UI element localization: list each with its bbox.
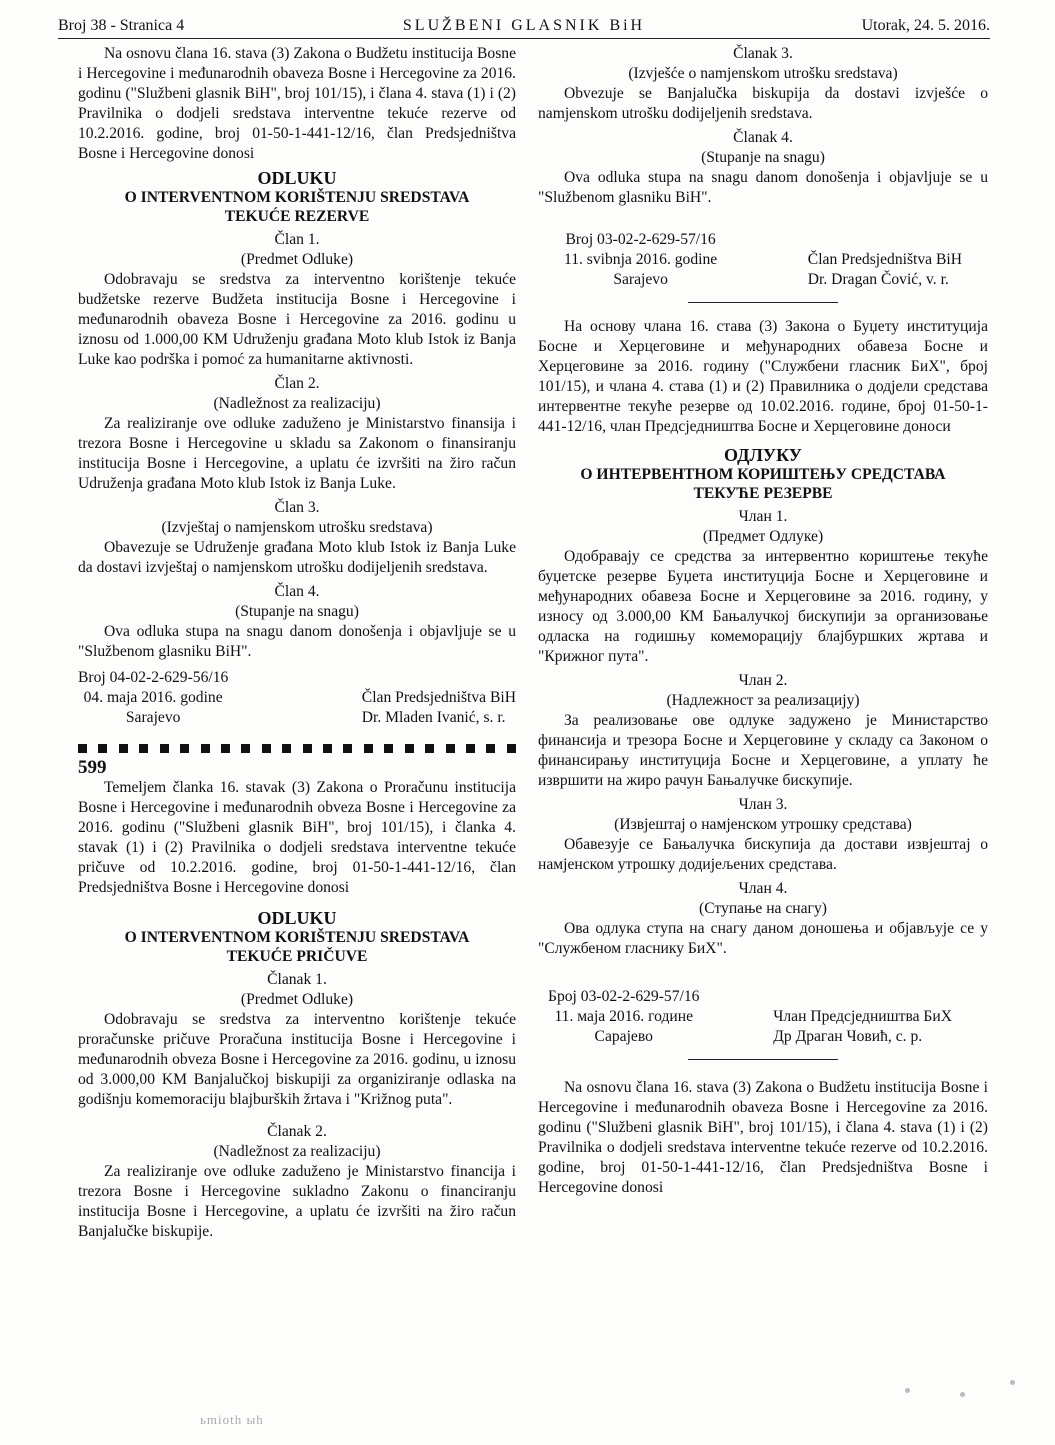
left-column <box>78 44 516 1242</box>
preamble: На основу члана 16. става (3) Закона о Буџету институција Босне и Херцеговине и међународних обавеза Босне и Херцеговине за 2016. годину ("Службени гласник БиХ", број 101/15), и члана 4. става (1) и (2) Правилника о додјели средстава интервентне текуће резерве од 10.02.2016. године, број 01-50-1-441-12/16, члан Предсједништва Босне и Херцеговине доноси <box>538 318 988 435</box>
decision-subtitle: O INTERVENTNOM KORIŠTENJU SREDSTAVA <box>124 929 470 946</box>
decision-title: ODLUKU <box>257 908 337 928</box>
separator-line <box>688 1059 838 1060</box>
page-header <box>58 12 990 39</box>
separator-line <box>688 302 838 303</box>
article-subheading: (Nadležnost za realizaciju) <box>213 395 381 412</box>
scan-speck <box>960 1392 965 1397</box>
article-text: Obvezuje se Banjalučka biskupija da dostavi izvješće o namjenskom utrošku dodijeljenih sredstava. <box>538 85 988 122</box>
signatory-name: Др Драган Човић, с. р. <box>773 1028 923 1045</box>
signature-block <box>78 668 516 728</box>
article-text: За реализовање ове одлуке задужено је Министарство финансија и трезора Босне и Херцеговине у складу са Законом о финансирању институција Босне и Херцеговине, а уплату ће извршити на жиро рачун Бањалучке бискупије. <box>538 712 988 789</box>
article-text: Obavezuje se Udruženje građana Moto klub Istok iz Banja Luke da dostavi izvještaj o namjenskom utrošku dodijeljenih sredstava. <box>78 539 516 576</box>
issue-page-number: Broj 38 - Stranica 4 <box>58 17 185 34</box>
article-heading: Члан 2. <box>738 672 788 689</box>
article-subheading: (Ступање на снагу) <box>699 900 827 917</box>
decision-subtitle: TEKUĆE PRIČUVE <box>226 948 368 965</box>
signatory-role: Члан Предсједништва БиХ <box>773 1008 952 1025</box>
issue-date: Utorak, 24. 5. 2016. <box>861 17 990 34</box>
article-heading: Члан 3. <box>738 796 788 813</box>
decision-title: ODLUKU <box>257 168 337 188</box>
decision-place: Сарајево <box>594 1028 653 1045</box>
right-column <box>538 44 988 1198</box>
decision-subtitle: О ИНТЕРВЕНТНОМ КОРИШТЕЊУ СРЕДСТАВА <box>580 466 946 483</box>
article-subheading: (Izvještaj o namjenskom utrošku sredstava) <box>161 519 433 536</box>
signatory-name: Dr. Dragan Čović, v. r. <box>807 271 949 288</box>
decision-subtitle: ТЕКУЋЕ РЕЗЕРВЕ <box>693 485 833 502</box>
decision-subtitle: TEKUĆE REZERVE <box>224 208 370 225</box>
scan-speck <box>1010 1380 1015 1385</box>
decision-number: Број 03-02-2-629-57/16 <box>548 988 700 1005</box>
article-subheading: (Izvješće o namjenskom utrošku sredstava) <box>628 65 898 82</box>
article-text: Ova odluka stupa na snagu danom donošenja i objavljuje se u "Službenom glasniku BiH". <box>78 623 516 660</box>
decision-number: Broj 04-02-2-629-56/16 <box>78 669 229 686</box>
signatory-name: Dr. Mladen Ivanić, s. r. <box>361 709 506 726</box>
decision-number: Broj 03-02-2-629-57/16 <box>565 231 716 248</box>
article-text: Одобравају се средства за интервентно кориштење текуће буџетске резерве Буџета институција Босне и Херцеговине и међународних обавеза Босне и Херцеговине за 2016. годину, у износу од 3.000,00 КМ Бањалучкој бискупији за организовање одласка на годишњу комеморацију блајбуршких жртава и "Крижног пута". <box>538 548 988 665</box>
article-text: Обавезује се Бањалучка бискупија да достави извјештај о намјенском утрошку додијељених средстава. <box>538 836 988 873</box>
article-heading: Član 4. <box>274 583 320 600</box>
decision-date: 11. svibnja 2016. godine <box>564 251 718 268</box>
signatory-role: Član Predsjedništva BiH <box>361 689 516 706</box>
signature-block <box>538 987 988 1047</box>
article-subheading: (Stupanje na snagu) <box>701 149 825 166</box>
article-subheading: (Извјештај о намјенском утрошку средстава) <box>614 816 912 833</box>
article-subheading: (Предмет Одлуке) <box>702 528 824 545</box>
signatory-role: Član Predsjedništva BiH <box>807 251 962 268</box>
article-subheading: (Predmet Odluke) <box>240 991 354 1008</box>
article-subheading: (Надлежност за реализацију) <box>666 692 860 709</box>
decision-date: 04. maja 2016. godine <box>83 689 223 706</box>
scan-speck <box>905 1388 910 1393</box>
bleed-through-text: ьmioth ыh <box>200 1412 264 1427</box>
entry-number: 599 <box>78 757 107 778</box>
article-text: Odobravaju se sredstva za interventno korištenje tekuće budžetske rezerve Budžeta institucija Bosne i Hercegovine i međunarodnih obaveza Bosne i Hercegovine za 2016. godinu u iznosu od 1.000,00 KM Udruženju građana Moto klub Istok iz Banja Luke kao podrška i pomoć za humanitarne aktivnosti. <box>78 271 516 368</box>
article-subheading: (Nadležnost za realizaciju) <box>213 1143 381 1160</box>
article-heading: Član 1. <box>274 231 320 248</box>
article-heading: Član 3. <box>274 499 320 516</box>
decision-place: Sarajevo <box>125 709 181 726</box>
preamble: Temeljem članka 16. stavak (3) Zakona o Proračunu institucija Bosne i Hercegovine i međunarodnih obveza Bosne i Hercegovine za 2016. godinu ("Službeni glasnik BiH", broj 101/15), i članka 4. stavak (1) i (2) Pravilnika o dodjeli sredstava interventne tekuće pričuve od 10.2.2016. godine, broj 01-50-1-441-12/16, član Predsjedništva Bosne i Hercegovine donosi <box>78 779 516 896</box>
article-heading: Članak 1. <box>267 971 327 988</box>
article-text: Ova odluka stupa na snagu danom donošenja i objavljuje se u "Službenom glasniku BiH". <box>538 169 988 206</box>
article-heading: Članak 4. <box>733 129 793 146</box>
article-heading: Članak 3. <box>733 45 793 62</box>
gazette-title: SLUŽBENI GLASNIK BiH <box>402 17 646 34</box>
decision-subtitle: O INTERVENTNOM KORIŠTENJU SREDSTAVA <box>124 189 470 206</box>
article-heading: Član 2. <box>274 375 320 392</box>
article-heading: Članak 2. <box>267 1123 327 1140</box>
article-heading: Члан 1. <box>738 508 788 525</box>
decision-place: Sarajevo <box>613 271 668 288</box>
article-text: Ова одлука ступа на снагу даном доношења и објављује се у "Службеном гласнику БиХ". <box>538 920 988 957</box>
article-text: Za realiziranje ove odluke zaduženo je Ministarstvo financija i trezora Bosne i Hercegovine sukladno Zakonu o financiranju institucija Bosne i Hercegovine, a uplatu će izvršiti na žiro račun Banjalučke biskupije. <box>78 1163 516 1240</box>
preamble: Na osnovu člana 16. stava (3) Zakona o Budžetu institucija Bosne i Hercegovine i međunarodnih obaveza Bosne i Hercegovine za 2016. godinu ("Službeni glasnik BiH", broj 101/15), i člana 4. stava (1) i (2) Pravilnika o dodjeli sredstava interventne tekuće rezerve od 10.2.2016. godine, broj 01-50-1-441-12/16, član Predsjedništva Bosne i Hercegovine donosi <box>78 45 516 162</box>
article-text: Odobravaju se sredstva za interventno korištenje tekuće proračunske pričuve Proračuna institucija Bosne i Hercegovine i međunarodnih obveza Bosne i Hercegovine za 2016. godinu, u iznosu od 3.000,00 KM Banjalučkoj biskupiji za organiziranje odlaska na godišnju komemoraciju blajburških žrtava i "Križnog puta". <box>78 1011 516 1108</box>
article-heading: Члан 4. <box>738 880 788 897</box>
article-subheading: (Predmet Odluke) <box>240 251 354 268</box>
section-separator <box>78 744 516 756</box>
signature-block <box>538 230 988 290</box>
preamble: Na osnovu člana 16. stava (3) Zakona o Budžetu institucija Bosne i Hercegovine i međunarodnih obaveza Bosne i Hercegovine za 2016. godinu ("Službeni glasnik BiH", broj 101/15), i člana 4. stava (1) i (2) Pravilnika o dodjeli sredstava interventne tekuće rezerve od 10.2.2016. godine, broj 01-50-1-441-12/16, član Predsjedništva Bosne i Hercegovine donosi <box>538 1079 988 1196</box>
article-text: Za realiziranje ove odluke zaduženo je Ministarstvo finansija i trezora Bosne i Hercegovine u skladu sa Zakonom o finansiranju institucija Bosne i Hercegovine, a uplatu će izvršiti na žiro račun Udruženja građana Moto klub Istok iz Banja Luke. <box>78 415 516 492</box>
decision-title: ОДЛУКУ <box>723 445 802 465</box>
decision-date: 11. маја 2016. године <box>554 1008 693 1025</box>
article-subheading: (Stupanje na snagu) <box>235 603 359 620</box>
